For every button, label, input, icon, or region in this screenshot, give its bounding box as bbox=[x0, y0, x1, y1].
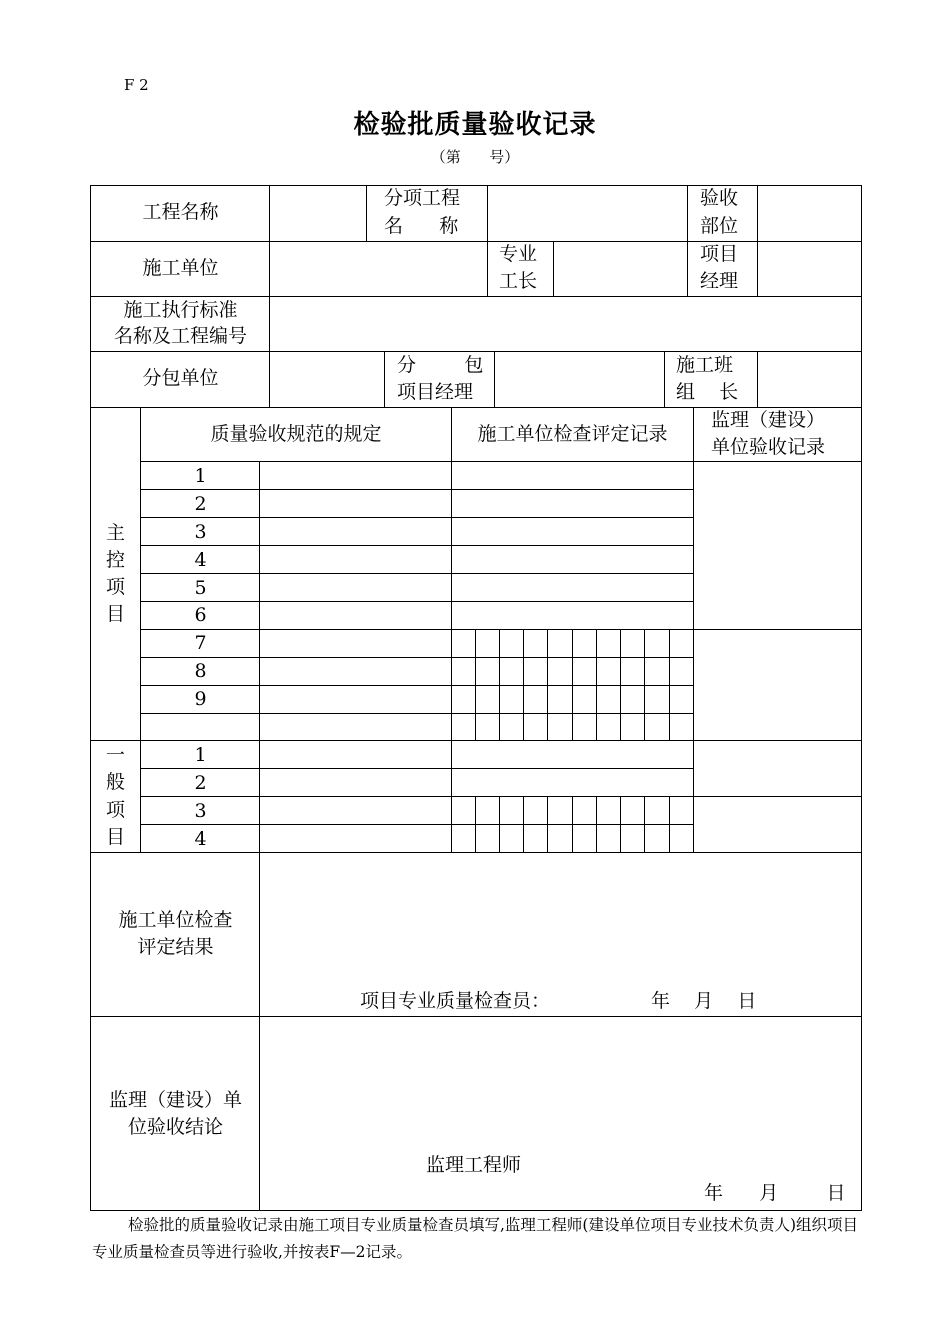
grid-line bbox=[596, 629, 597, 741]
grid-line bbox=[553, 241, 554, 297]
grid-line bbox=[757, 241, 758, 297]
grid-line bbox=[547, 796, 548, 853]
label-conclusion-1: 监理（建设）单 bbox=[108, 1089, 242, 1111]
page-title: 检验批质量验收记录 bbox=[353, 110, 597, 140]
general-items-label: 般 bbox=[106, 771, 126, 793]
grid-line bbox=[669, 629, 670, 741]
col-header-spec: 质量验收规范的规定 bbox=[210, 423, 382, 445]
grid-line bbox=[620, 796, 621, 853]
label-accept-part-2: 部位 bbox=[700, 215, 739, 237]
general-items-label: 目 bbox=[106, 826, 126, 848]
label-foreman-1: 专业 bbox=[499, 243, 538, 265]
grid-line bbox=[90, 1210, 862, 1211]
grid-line bbox=[475, 629, 476, 741]
main-item-number: 2 bbox=[194, 493, 207, 515]
label-pm-2: 经理 bbox=[700, 270, 739, 292]
main-items-label: 控 bbox=[106, 549, 126, 571]
label-sub-item-2: 名 称 bbox=[384, 215, 459, 237]
grid-line bbox=[269, 296, 270, 352]
label-sub-item-1: 分项工程 bbox=[384, 187, 461, 209]
general-items-label: 一 bbox=[106, 744, 126, 766]
main-item-number: 3 bbox=[194, 521, 207, 543]
main-items-label: 主 bbox=[106, 522, 126, 544]
grid-line bbox=[572, 629, 573, 741]
grid-line bbox=[384, 351, 385, 408]
grid-line bbox=[90, 185, 862, 186]
grid-line bbox=[861, 185, 862, 1211]
grid-line bbox=[269, 241, 270, 297]
label-pm-1: 项目 bbox=[700, 243, 739, 265]
grid-line bbox=[90, 740, 862, 741]
label-engineer: 监理工程师 bbox=[426, 1154, 522, 1176]
label-inspector: 项目专业质量检查员： bbox=[360, 990, 551, 1012]
label-conclusion-2: 位验收结论 bbox=[127, 1116, 223, 1138]
grid-line bbox=[669, 796, 670, 853]
general-item-number: 2 bbox=[194, 772, 207, 794]
grid-line bbox=[523, 629, 524, 741]
general-item-number: 1 bbox=[194, 744, 207, 766]
grid-line bbox=[499, 629, 500, 741]
grid-line bbox=[90, 1016, 862, 1017]
label-subcontractor: 分包单位 bbox=[142, 367, 219, 389]
form-code: F 2 bbox=[124, 76, 149, 94]
grid-line bbox=[487, 185, 488, 242]
label-foreman-2: 工长 bbox=[499, 270, 538, 292]
grid-line bbox=[687, 241, 688, 297]
grid-line bbox=[475, 796, 476, 853]
grid-line bbox=[687, 185, 688, 242]
grid-line bbox=[366, 185, 367, 242]
grid-line bbox=[259, 461, 260, 1211]
grid-line bbox=[499, 796, 500, 853]
grid-line bbox=[664, 351, 665, 408]
grid-line bbox=[572, 796, 573, 853]
grid-line bbox=[140, 461, 862, 462]
grid-line bbox=[757, 185, 758, 242]
grid-line bbox=[269, 185, 270, 242]
label-result-2: 评定结果 bbox=[137, 936, 214, 958]
general-items-label: 项 bbox=[106, 799, 126, 821]
conclusion-date: 年 月 日 bbox=[704, 1182, 846, 1204]
label-sub-pm-1: 分 包 bbox=[397, 354, 484, 376]
col-header-check: 施工单位检查评定记录 bbox=[477, 423, 668, 445]
label-sub-pm-2: 项目经理 bbox=[397, 381, 474, 403]
main-item-number: 9 bbox=[194, 688, 207, 710]
grid-line bbox=[90, 185, 91, 1211]
grid-line bbox=[644, 796, 645, 853]
label-accept-part-1: 验收 bbox=[700, 187, 739, 209]
grid-line bbox=[487, 241, 488, 297]
grid-line bbox=[693, 407, 694, 853]
grid-line bbox=[547, 629, 548, 741]
main-item-number: 5 bbox=[194, 577, 207, 599]
label-standard-2: 名称及工程编号 bbox=[113, 325, 247, 347]
result-date: 年 月 日 bbox=[651, 990, 757, 1012]
grid-line bbox=[620, 629, 621, 741]
general-item-number: 3 bbox=[194, 800, 207, 822]
grid-line bbox=[269, 351, 270, 408]
label-standard-1: 施工执行标准 bbox=[123, 299, 238, 321]
main-item-number: 7 bbox=[194, 632, 207, 654]
main-items-label: 目 bbox=[106, 603, 126, 625]
grid-line bbox=[494, 351, 495, 408]
main-item-number: 4 bbox=[194, 549, 207, 571]
grid-line bbox=[451, 407, 452, 853]
general-item-number: 4 bbox=[194, 828, 207, 850]
form-number: （第 号） bbox=[430, 148, 520, 166]
grid-line bbox=[757, 351, 758, 408]
grid-line bbox=[596, 796, 597, 853]
main-item-number: 8 bbox=[194, 660, 207, 682]
col-header-supervision-1: 监理（建设） bbox=[711, 409, 826, 431]
label-team-1: 施工班 bbox=[676, 354, 734, 376]
col-header-supervision-2: 单位验收记录 bbox=[711, 436, 826, 458]
label-construction-unit: 施工单位 bbox=[142, 257, 219, 279]
footnote: 检验批的质量验收记录由施工项目专业质量检查员填写,监理工程师(建设单位项目专业技术负责人)组织项目专业质量检查员等进行验收,并按表F—2记录。 bbox=[92, 1216, 859, 1261]
grid-line bbox=[140, 407, 141, 853]
main-item-number: 6 bbox=[194, 604, 207, 626]
grid-line bbox=[523, 796, 524, 853]
main-item-number: 1 bbox=[194, 465, 207, 487]
main-items-label: 项 bbox=[106, 576, 126, 598]
label-result-1: 施工单位检查 bbox=[118, 909, 233, 931]
label-project-name: 工程名称 bbox=[142, 201, 219, 223]
grid-line bbox=[644, 629, 645, 741]
label-team-2: 组 长 bbox=[676, 381, 739, 403]
grid-line bbox=[90, 241, 862, 242]
grid-line bbox=[140, 713, 694, 714]
